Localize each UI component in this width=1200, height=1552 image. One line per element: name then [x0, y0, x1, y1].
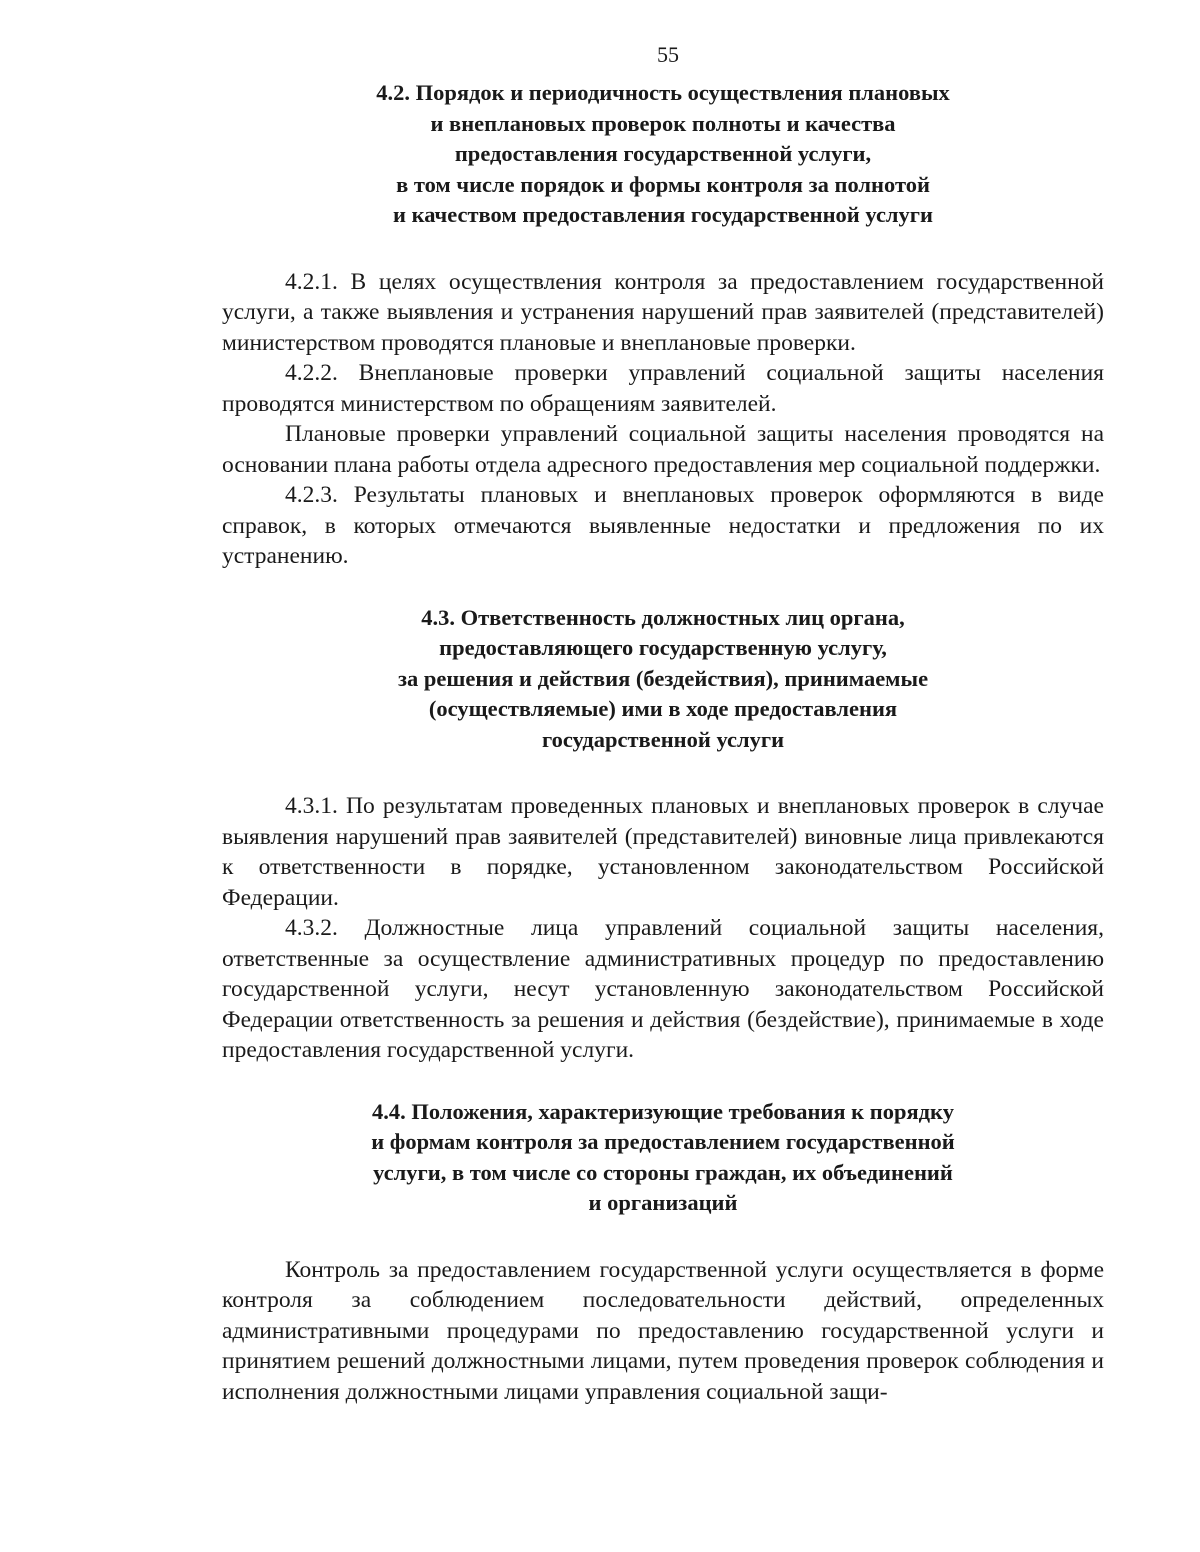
paragraph-4-3-2: 4.3.2. Должностные лица управлений социальной защиты населения, ответственные за осуществление административных процедур по предоставлению государственной услуги, несут установленную законодательством Российской Федерации ответственность за решения и действия (бездействие), принимаемые в ходе предоставления государственной услуги.: [222, 915, 1104, 1063]
section-4-3-heading: [222, 603, 1104, 756]
paragraph-4-3-1: 4.3.1. По результатам проведенных плановых и внеплановых проверок в случае выявления нарушений прав заявителей (представителей) виновные лица привлекаются к ответственности в порядке, установленном законодательством Российской Федерации.: [222, 793, 1104, 911]
heading-line: и внеплановых проверок полноты и качества: [430, 110, 896, 136]
heading-line: и организаций: [588, 1190, 738, 1215]
paragraph-planned-checks: Плановые проверки управлений социальной защиты населения проводятся на основании плана работы отдела адресного предоставления мер социальной поддержки.: [222, 421, 1104, 478]
heading-line: предоставляющего государственную услугу,: [439, 635, 887, 660]
heading-line: 4.2. Порядок и периодичность осуществления плановых: [376, 80, 950, 105]
paragraph-4-2-2: 4.2.2. Внеплановые проверки управлений социальной защиты населения проводятся министерством по обращениям заявителей.: [222, 360, 1104, 417]
heading-line: в том числе порядок и формы контроля за полнотой: [396, 171, 930, 197]
page-number: 55: [657, 42, 679, 67]
paragraph-control: Контроль за предоставлением государственной услуги осуществляется в форме контроля за соблюдением последовательности действий, определенных административными процедурами по предоставлению государственной услуги и принятием решений должностными лицами, путем проведения проверок соблюдения и исполнения должностными лицами управления социальной защи-: [222, 1256, 1104, 1405]
document-page: [222, 40, 1104, 1407]
heading-line: и качеством предоставления государственной услуги: [393, 202, 933, 227]
heading-line: услуги, в том числе со стороны граждан, их объединений: [373, 1159, 953, 1185]
heading-line: за решения и действия (бездействия), принимаемые: [397, 665, 929, 691]
heading-line: 4.3. Ответственность должностных лиц органа,: [421, 604, 905, 630]
heading-line: (осуществляемые) ими в ходе предоставления: [428, 696, 898, 721]
section-4-2-heading: [222, 78, 1104, 231]
paragraph-4-2-3: 4.2.3. Результаты плановых и внеплановых проверок оформляются в виде справок, в которых отмечаются выявленные недостатки и предложения по их устранению.: [222, 482, 1104, 569]
heading-line: предоставления государственной услуги,: [454, 141, 872, 166]
paragraph-4-2-1: 4.2.1. В целях осуществления контроля за предоставлением государственной услуги, а также выявления и устранения нарушений прав заявителей (представителей) министерством проводятся плановые и внеплановые проверки.: [222, 268, 1104, 356]
heading-line: государственной услуги: [541, 726, 785, 752]
heading-line: 4.4. Положения, характеризующие требования к порядку: [372, 1098, 954, 1124]
section-4-4-heading: [222, 1097, 1104, 1219]
heading-line: и формам контроля за предоставлением государственной: [371, 1129, 955, 1154]
